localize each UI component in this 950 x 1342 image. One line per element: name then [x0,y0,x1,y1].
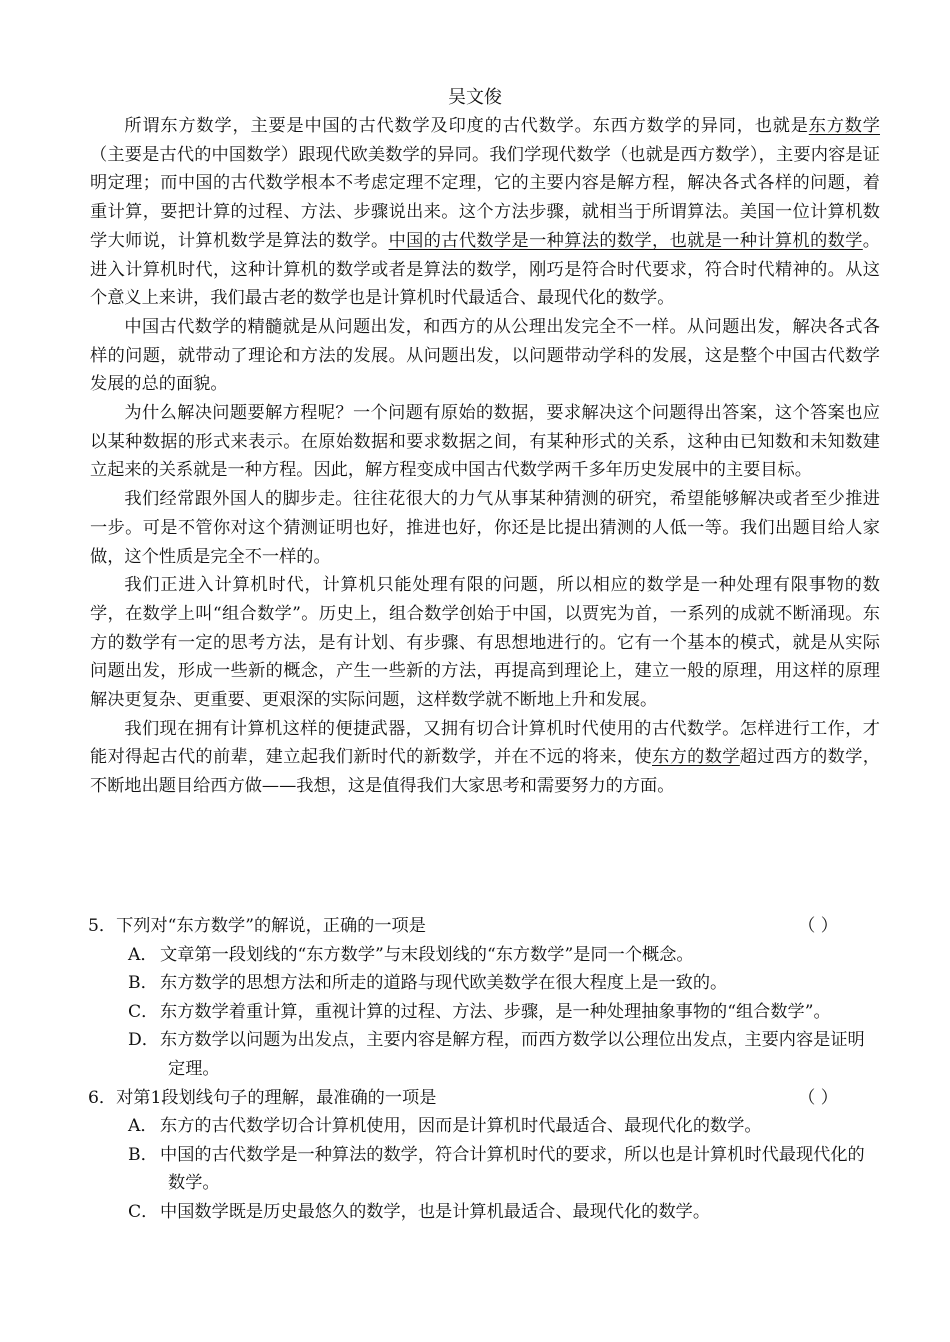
paragraph-6-text-b: 超过西方的数学，不断地出题目给西方做——我想，这是值得我们大家思考和需要努力的方面。 [90,747,880,797]
paragraph-1-text-c: 。进入计算机时代，这种计算机的数学或者是算法的数学，刚巧是符合时代要求，符合时代精神的。从这个意义上来讲，我们最古老的数学也是计算机时代最适合、最现代化的数学。 [90,230,880,309]
question-5-option-c [88,998,878,1027]
option-label: A． [128,1116,158,1137]
paragraph-1 [90,112,880,313]
question-5-answer-bracket: （ ） [798,916,838,936]
article-body [90,112,880,801]
question-6-option-a [88,1112,878,1141]
question-5-stem [88,912,878,941]
underlined-term-east-math: 东方数学 [808,116,880,136]
question-6-stem [88,1084,878,1113]
paragraph-2: 中国古代数学的精髓就是从问题出发，和西方的从公理出发完全不一样。从问题出发，解决各式各样的问题，就带动了理论和方法的发展。从问题出发，以问题带动学科的发展，这是整个中国古代数学发展的总的面貌。 [90,316,880,395]
paragraph-4: 我们经常跟外国人的脚步走。往往花很大的力气从事某种猜测的研究，希望能够解决或者至少推进一步。可是不管你对这个猜测证明也好，推进也好，你还是比提出猜测的人低一等。我们出题目给人家做，这个性质是完全不一样的。 [90,489,880,567]
question-6-text: 6．对第1段划线句子的理解，最准确的一项是 [88,1087,437,1108]
author-name: 吴文俊 [448,87,502,108]
paragraph-1-text-a: 所谓东方数学，主要是中国的古代数学及印度的古代数学。东西方数学的异同，也就是 [124,116,809,136]
option-text: 中国的古代数学是一种算法的数学，符合计算机时代的要求，所以也是计算机时代最现代化的数学。 [160,1144,865,1194]
question-section [88,912,878,1227]
paragraph-6-text-a: 我们现在拥有计算机这样的便捷武器，又拥有切合计算机时代使用的古代数学。怎样进行工作，才能对得起古代的前辈，建立起我们新时代的新数学，并在不远的将来，使 [90,718,880,768]
option-label: C． [128,1201,159,1222]
option-text: 东方数学着重计算，重视计算的过程、方法、步骤，是一种处理抽象事物的“组合数学”。 [160,1001,831,1022]
question-6-answer-bracket: （ ） [798,1087,838,1108]
option-text: 文章第一段划线的“东方数学”与末段划线的“东方数学”是同一个概念。 [160,944,694,965]
question-5-option-d [88,1026,878,1083]
option-label: B． [128,973,158,994]
option-text: 东方数学以问题为出发点，主要内容是解方程，而西方数学以公理位出发点，主要内容是证明定理。 [160,1030,865,1079]
underlined-term-eastern-math: 东方的数学 [652,747,740,768]
option-label: B． [128,1144,158,1165]
option-label: D． [128,1030,159,1051]
question-6-option-c [88,1198,878,1227]
paragraph-3: 为什么解决问题要解方程呢？一个问题有原始的数据，要求解决这个问题得出答案，这个答案也应以某种数据的形式来表示。在原始数据和要求数据之间，有某种形式的关系，这种由已知数和未知数建立起来的关系就是一种方程。因此，解方程变成中国古代数学两千多年历史发展中的主要目标。 [90,403,880,481]
underlined-sentence: 中国的古代数学是一种算法的数学，也就是一种计算机的数学 [388,230,863,251]
paragraph-5: 我们正进入计算机时代，计算机只能处理有限的问题，所以相应的数学是一种处理有限事物的数学，在数学上叫“组合数学”。历史上，组合数学创始于中国，以贾宪为首，一系列的成就不断涌现。东方的数学有一定的思考方法，是有计划、有步骤、有思想地进行的。它有一个基本的模式，就是从实际问题出发，形成一些新的概念，产生一些新的方法，再提高到理论上，建立一般的原理，用这样的原理解决更复杂、更重要、更艰深的实际问题，这样数学就不断地上升和发展。 [90,575,880,711]
option-label: C． [128,1001,159,1022]
paragraph-6 [90,715,880,801]
paragraph-1-text-b: （主要是古代的中国数学）跟现代欧美数学的异同。我们学现代数学（也就是西方数学），主要内容是证明定理；而中国的古代数学根本不考虑定理不定理，它的主要内容是解方程，解决各式各样的问题，着重计算，要把计算的过程、方法、步骤说出来。这个方法步骤，就相当于所谓算法。美国一位计算机数学大师说，计算机数学是算法的数学。 [90,144,880,251]
question-5-option-b [88,969,878,998]
option-text: 东方数学的思想方法和所走的道路与现代欧美数学在很大程度上是一致的。 [160,973,728,994]
option-label: A． [128,944,158,965]
question-6-option-b [88,1141,878,1198]
question-5-option-a [88,941,878,970]
option-text: 中国数学既是历史最悠久的数学，也是计算机最适合、最现代化的数学。 [160,1201,711,1222]
question-5-text: 5．下列对“东方数学”的解说，正确的一项是 [88,916,426,936]
option-text: 东方的古代数学切合计算机使用，因而是计算机时代最适合、最现代化的数学。 [160,1116,762,1137]
